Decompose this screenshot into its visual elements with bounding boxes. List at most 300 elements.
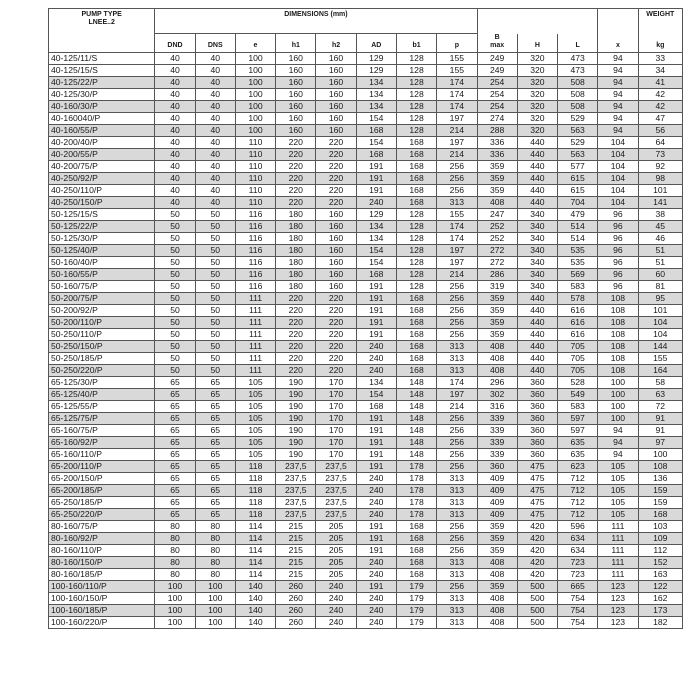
value-cell: 320 [517,112,557,124]
value-cell: 104 [598,160,638,172]
value-cell: 247 [477,208,517,220]
value-cell: 237,5 [276,496,316,508]
value-cell: 105 [235,376,275,388]
value-cell: 508 [558,100,598,112]
value-cell: 190 [276,376,316,388]
value-cell: 80 [155,556,195,568]
value-cell: 128 [396,280,436,292]
value-cell: 128 [396,64,436,76]
value-cell: 296 [477,376,517,388]
value-cell: 163 [638,568,682,580]
value-cell: 50 [195,220,235,232]
value-cell: 256 [437,304,477,316]
value-cell: 514 [558,220,598,232]
value-cell: 256 [437,424,477,436]
value-cell: 118 [235,496,275,508]
value-cell: 723 [558,556,598,568]
value-cell: 128 [396,124,436,136]
value-cell: 111 [598,520,638,532]
value-cell: 148 [396,400,436,412]
value-cell: 360 [517,400,557,412]
value-cell: 140 [235,616,275,628]
value-cell: 220 [276,340,316,352]
value-cell: 274 [477,112,517,124]
value-cell: 214 [437,400,477,412]
value-cell: 96 [598,244,638,256]
value-cell: 180 [276,220,316,232]
value-cell: 191 [356,280,396,292]
value-cell: 129 [356,208,396,220]
value-cell: 179 [396,616,436,628]
value-cell: 180 [276,244,316,256]
value-cell: 45 [638,220,682,232]
value-cell: 256 [437,460,477,472]
value-cell: 168 [396,184,436,196]
value-cell: 180 [276,208,316,220]
table-row [49,304,683,316]
value-cell: 148 [396,376,436,388]
value-cell: 220 [276,172,316,184]
pump-dimensions-table [48,8,683,629]
value-cell: 160 [316,268,356,280]
value-cell: 168 [396,160,436,172]
value-cell: 440 [517,328,557,340]
pump-type-cell: 40-250/110/P [49,184,155,196]
value-cell: 240 [356,556,396,568]
value-cell: 174 [437,100,477,112]
value-cell: 500 [517,592,557,604]
value-cell: 359 [477,172,517,184]
value-cell: 73 [638,148,682,160]
value-cell: 359 [477,580,517,592]
pump-type-cell: 65-125/30/P [49,376,155,388]
table-row [49,184,683,196]
value-cell: 101 [638,184,682,196]
value-cell: 220 [316,304,356,316]
value-cell: 160 [276,88,316,100]
value-cell: 168 [396,340,436,352]
col-header-b-label: B [494,33,500,41]
value-cell: 111 [235,304,275,316]
value-cell: 168 [396,304,436,316]
table-row [49,172,683,184]
value-cell: 100 [195,580,235,592]
value-cell: 65 [155,484,195,496]
value-cell: 128 [396,256,436,268]
table-row [49,160,683,172]
value-cell: 100 [598,388,638,400]
value-cell: 104 [598,184,638,196]
value-cell: 723 [558,568,598,580]
value-cell: 240 [356,592,396,604]
table-row [49,220,683,232]
value-cell: 65 [155,496,195,508]
value-cell: 256 [437,328,477,340]
value-cell: 313 [437,484,477,496]
value-cell: 168 [396,172,436,184]
value-cell: 191 [356,580,396,592]
value-cell: 100 [195,604,235,616]
value-cell: 440 [517,352,557,364]
table-row [49,424,683,436]
pump-type-cell: 80-160/185/P [49,568,155,580]
value-cell: 205 [316,556,356,568]
value-cell: 50 [155,256,195,268]
value-cell: 100 [155,592,195,604]
value-cell: 168 [396,328,436,340]
value-cell: 179 [396,592,436,604]
value-cell: 46 [638,232,682,244]
value-cell: 95 [638,292,682,304]
value-cell: 583 [558,400,598,412]
pump-series-label: LNEE..2 [88,19,115,26]
value-cell: 256 [437,160,477,172]
value-cell: 128 [396,76,436,88]
value-cell: 160 [316,244,356,256]
value-cell: 108 [598,304,638,316]
value-cell: 105 [598,508,638,520]
value-cell: 214 [437,124,477,136]
value-cell: 40 [155,64,195,76]
pump-type-cell: 65-125/40/P [49,388,155,400]
value-cell: 92 [638,160,682,172]
value-cell: 220 [276,184,316,196]
pump-type-cell: 65-200/185/P [49,484,155,496]
value-cell: 616 [558,316,598,328]
table-row [49,388,683,400]
value-cell: 154 [356,112,396,124]
table-row [49,400,683,412]
value-cell: 320 [517,100,557,112]
value-cell: 50 [155,340,195,352]
value-cell: 240 [316,580,356,592]
pump-type-header [49,9,155,34]
value-cell: 40 [155,196,195,208]
value-cell: 159 [638,484,682,496]
value-cell: 260 [276,616,316,628]
value-cell: 40 [195,112,235,124]
value-cell: 108 [598,292,638,304]
value-cell: 34 [638,64,682,76]
value-cell: 128 [396,244,436,256]
value-cell: 220 [316,316,356,328]
value-cell: 100 [235,88,275,100]
value-cell: 215 [276,568,316,580]
value-cell: 65 [155,472,195,484]
value-cell: 178 [396,484,436,496]
table-row [49,484,683,496]
value-cell: 191 [356,448,396,460]
value-cell: 191 [356,184,396,196]
value-cell: 168 [396,196,436,208]
value-cell: 313 [437,364,477,376]
value-cell: 128 [396,100,436,112]
dimensions-header: DIMENSIONS (mm) [155,9,477,34]
value-cell: 105 [598,472,638,484]
table-row [49,568,683,580]
value-cell: 80 [195,544,235,556]
value-cell: 616 [558,304,598,316]
pump-type-cell: 65-160/110/P [49,448,155,460]
value-cell: 164 [638,364,682,376]
value-cell: 160 [316,256,356,268]
value-cell: 319 [477,280,517,292]
value-cell: 220 [316,352,356,364]
value-cell: 94 [598,76,638,88]
table-row [49,316,683,328]
value-cell: 111 [235,364,275,376]
value-cell: 529 [558,136,598,148]
value-cell: 420 [517,568,557,580]
value-cell: 168 [396,352,436,364]
pump-type-cell: 50-160/75/P [49,280,155,292]
value-cell: 94 [598,64,638,76]
pump-type-cell: 50-250/150/P [49,340,155,352]
table-row [49,412,683,424]
pump-type-cell: 40-250/92/P [49,172,155,184]
value-cell: 529 [558,112,598,124]
value-cell: 155 [638,352,682,364]
value-cell: 96 [598,268,638,280]
value-cell: 100 [235,124,275,136]
value-cell: 440 [517,340,557,352]
value-cell: 108 [598,352,638,364]
value-cell: 168 [396,532,436,544]
value-cell: 116 [235,244,275,256]
value-cell: 220 [276,160,316,172]
value-cell: 220 [316,340,356,352]
value-cell: 508 [558,88,598,100]
pump-type-cell: 40-160/30/P [49,100,155,112]
table-row [49,580,683,592]
value-cell: 578 [558,292,598,304]
value-cell: 191 [356,316,396,328]
value-cell: 197 [437,136,477,148]
value-cell: 359 [477,292,517,304]
value-cell: 160 [316,112,356,124]
value-cell: 179 [396,604,436,616]
value-cell: 94 [598,448,638,460]
value-cell: 65 [155,448,195,460]
table-row [49,532,683,544]
value-cell: 134 [356,376,396,388]
pump-type-cell: 50-125/40/P [49,244,155,256]
table-row [49,232,683,244]
value-cell: 191 [356,520,396,532]
value-cell: 705 [558,352,598,364]
value-cell: 100 [598,376,638,388]
pump-type-cell: 40-160040/P [49,112,155,124]
value-cell: 500 [517,616,557,628]
value-cell: 40 [195,196,235,208]
value-cell: 500 [517,580,557,592]
value-cell: 320 [517,52,557,64]
value-cell: 105 [235,436,275,448]
value-cell: 254 [477,76,517,88]
table-row [49,292,683,304]
value-cell: 160 [316,124,356,136]
value-cell: 65 [195,484,235,496]
value-cell: 100 [235,112,275,124]
value-cell: 191 [356,436,396,448]
value-cell: 635 [558,448,598,460]
value-cell: 168 [396,316,436,328]
value-cell: 220 [316,160,356,172]
pump-type-cell: 65-125/75/P [49,412,155,424]
value-cell: 116 [235,256,275,268]
value-cell: 440 [517,136,557,148]
value-cell: 98 [638,172,682,184]
value-cell: 197 [437,388,477,400]
value-cell: 339 [477,424,517,436]
value-cell: 596 [558,520,598,532]
value-cell: 50 [155,232,195,244]
col-header-b-max: max [490,41,505,49]
value-cell: 597 [558,412,598,424]
value-cell: 65 [195,436,235,448]
value-cell: 104 [598,136,638,148]
value-cell: 154 [356,136,396,148]
value-cell: 286 [477,268,517,280]
value-cell: 128 [396,268,436,280]
table-row [49,280,683,292]
value-cell: 141 [638,196,682,208]
value-cell: 38 [638,208,682,220]
value-cell: 80 [155,568,195,580]
value-cell: 100 [598,412,638,424]
value-cell: 110 [235,148,275,160]
value-cell: 339 [477,436,517,448]
value-cell: 577 [558,160,598,172]
pump-type-cell: 40-200/40/P [49,136,155,148]
value-cell: 256 [437,412,477,424]
value-cell: 50 [155,280,195,292]
value-cell: 72 [638,400,682,412]
pump-type-cell: 100-160/220/P [49,616,155,628]
value-cell: 134 [356,88,396,100]
value-cell: 136 [638,472,682,484]
value-cell: 116 [235,280,275,292]
pump-type-cell: 50-160/40/P [49,256,155,268]
pump-type-cell: 50-250/110/P [49,328,155,340]
value-cell: 359 [477,532,517,544]
col-header-x: x [598,34,638,53]
table-row [49,208,683,220]
value-cell: 148 [396,412,436,424]
value-cell: 240 [356,616,396,628]
value-cell: 313 [437,616,477,628]
pump-type-cell: 65-160/92/P [49,436,155,448]
value-cell: 168 [396,520,436,532]
value-cell: 197 [437,256,477,268]
value-cell: 40 [155,148,195,160]
col-header-l: L [558,34,598,53]
value-cell: 240 [316,592,356,604]
value-cell: 665 [558,580,598,592]
value-cell: 65 [195,460,235,472]
value-cell: 237,5 [316,460,356,472]
value-cell: 313 [437,556,477,568]
value-cell: 114 [235,520,275,532]
pump-type-cell: 80-160/150/P [49,556,155,568]
value-cell: 634 [558,544,598,556]
value-cell: 160 [276,124,316,136]
value-cell: 80 [195,568,235,580]
value-cell: 65 [195,388,235,400]
value-cell: 65 [195,412,235,424]
value-cell: 316 [477,400,517,412]
value-cell: 80 [155,532,195,544]
value-cell: 50 [195,208,235,220]
value-cell: 65 [155,376,195,388]
value-cell: 178 [396,472,436,484]
value-cell: 118 [235,472,275,484]
table-row [49,436,683,448]
value-cell: 409 [477,472,517,484]
value-cell: 94 [598,52,638,64]
value-cell: 65 [155,412,195,424]
value-cell: 100 [235,100,275,112]
value-cell: 220 [316,136,356,148]
value-cell: 440 [517,316,557,328]
value-cell: 104 [598,148,638,160]
value-cell: 170 [316,424,356,436]
value-cell: 359 [477,328,517,340]
value-cell: 563 [558,124,598,136]
value-cell: 220 [316,196,356,208]
value-cell: 63 [638,388,682,400]
value-cell: 256 [437,436,477,448]
value-cell: 313 [437,340,477,352]
value-cell: 170 [316,400,356,412]
value-cell: 191 [356,328,396,340]
value-cell: 105 [235,424,275,436]
value-cell: 65 [195,376,235,388]
value-cell: 154 [356,256,396,268]
value-cell: 360 [517,376,557,388]
value-cell: 179 [396,580,436,592]
value-cell: 313 [437,508,477,520]
value-cell: 42 [638,100,682,112]
value-cell: 359 [477,184,517,196]
pump-type-cell: 100-160/150/P [49,592,155,604]
value-cell: 111 [235,292,275,304]
value-cell: 712 [558,484,598,496]
value-cell: 96 [598,232,638,244]
value-cell: 50 [195,280,235,292]
value-cell: 178 [396,508,436,520]
value-cell: 104 [598,172,638,184]
pump-type-cell: 65-250/185/P [49,496,155,508]
col-header-e: e [235,34,275,53]
value-cell: 359 [477,160,517,172]
pump-type-cell: 65-160/75/P [49,424,155,436]
value-cell: 168 [356,268,396,280]
value-cell: 302 [477,388,517,400]
value-cell: 50 [155,316,195,328]
value-cell: 237,5 [276,484,316,496]
value-cell: 118 [235,460,275,472]
col-header-h1: h1 [276,34,316,53]
value-cell: 475 [517,472,557,484]
value-cell: 205 [316,544,356,556]
value-cell: 129 [356,52,396,64]
value-cell: 40 [195,148,235,160]
pump-type-cell: 50-250/220/P [49,364,155,376]
value-cell: 100 [155,580,195,592]
value-cell: 249 [477,52,517,64]
value-cell: 50 [155,208,195,220]
